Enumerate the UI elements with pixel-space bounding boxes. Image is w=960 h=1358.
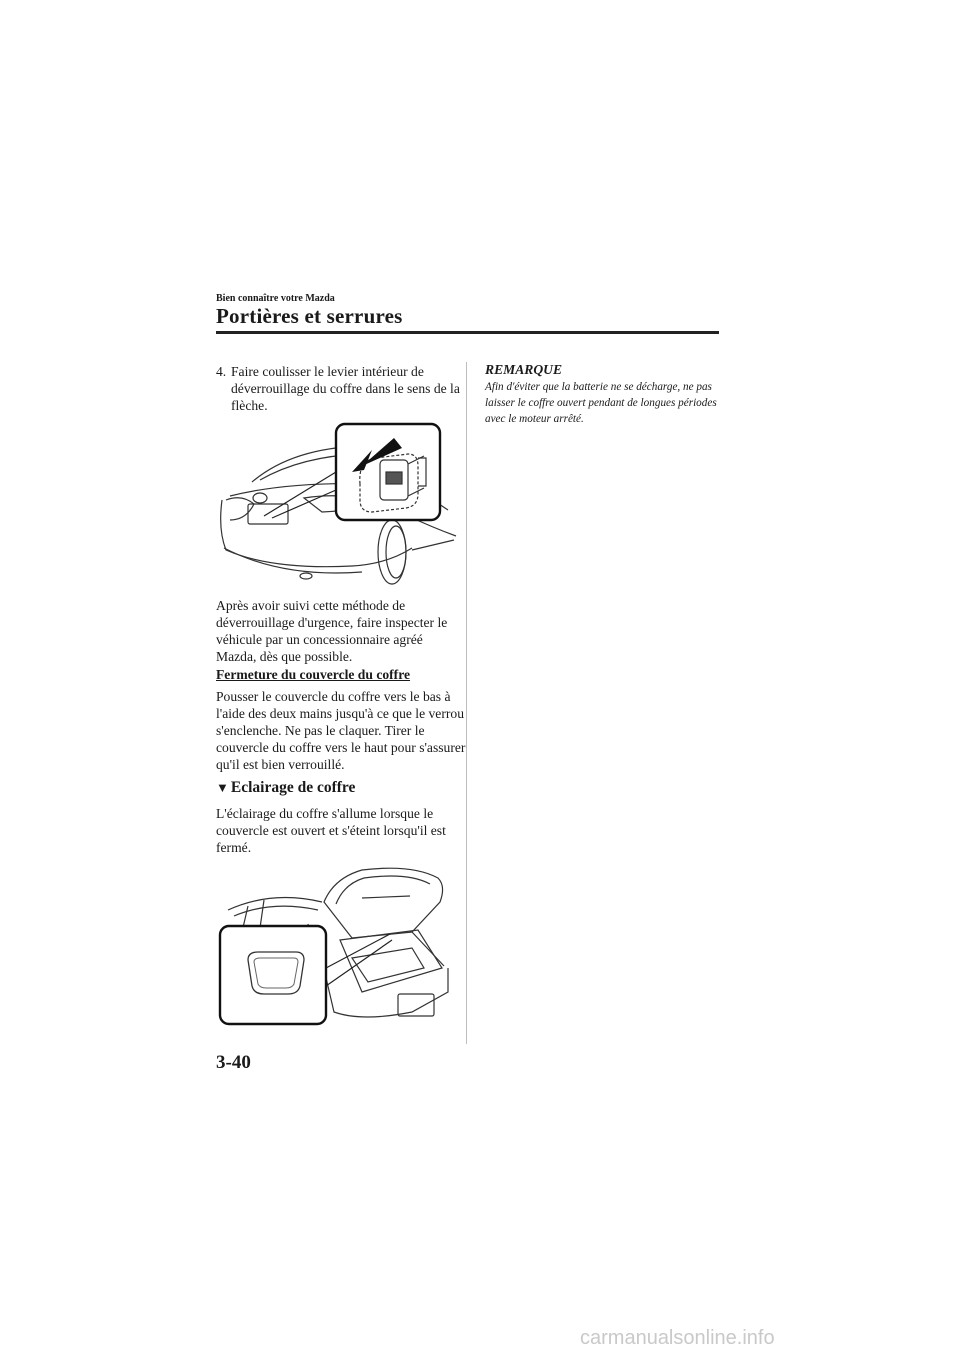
note-text: Afin d'éviter que la batterie ne se décharge, ne pas laisser le coffre ouvert pendant de longues périodes avec le moteur arrêté. bbox=[485, 381, 717, 425]
watermark: carmanualsonline.info bbox=[580, 1327, 775, 1349]
page-number: 3-40 bbox=[216, 1052, 251, 1073]
step-4 bbox=[216, 363, 462, 414]
header-rule bbox=[216, 331, 719, 334]
step-number: 4. bbox=[216, 364, 227, 379]
note-heading: REMARQUE bbox=[485, 362, 563, 377]
page-title: Portières et serrures bbox=[216, 304, 403, 328]
after-unlock-paragraph: Après avoir suivi cette méthode de déverrouillage d'urgence, faire inspecter le véhicule par un concessionnaire agréé Mazda, dès que possible. bbox=[216, 598, 448, 664]
lighting-heading-row bbox=[216, 779, 355, 797]
closing-paragraph: Pousser le couvercle du coffre vers le bas à l'aide des deux mains jusqu'à ce que le verrou s'enclenche. Ne pas le claquer. Tirer le couvercle du coffre vers le haut pour s'assurer qu'il est bien verrouillé. bbox=[216, 689, 466, 772]
step-text: Faire coulisser le levier intérieur de déverrouillage du coffre dans le sens de la flèche. bbox=[231, 364, 460, 413]
closing-heading: Fermeture du couvercle du coffre bbox=[216, 667, 411, 682]
trunk-release-illustration bbox=[212, 420, 466, 588]
column-divider bbox=[466, 362, 467, 1044]
trunk-light-illustration bbox=[212, 862, 462, 1030]
triangle-down-icon: ▼ bbox=[216, 780, 229, 795]
lighting-paragraph: L'éclairage du coffre s'allume lorsque le couvercle est ouvert et s'éteint lorsqu'il est fermé. bbox=[216, 806, 446, 855]
section-label: Bien connaître votre Mazda bbox=[216, 293, 335, 304]
lighting-heading: Eclairage de coffre bbox=[230, 779, 356, 796]
